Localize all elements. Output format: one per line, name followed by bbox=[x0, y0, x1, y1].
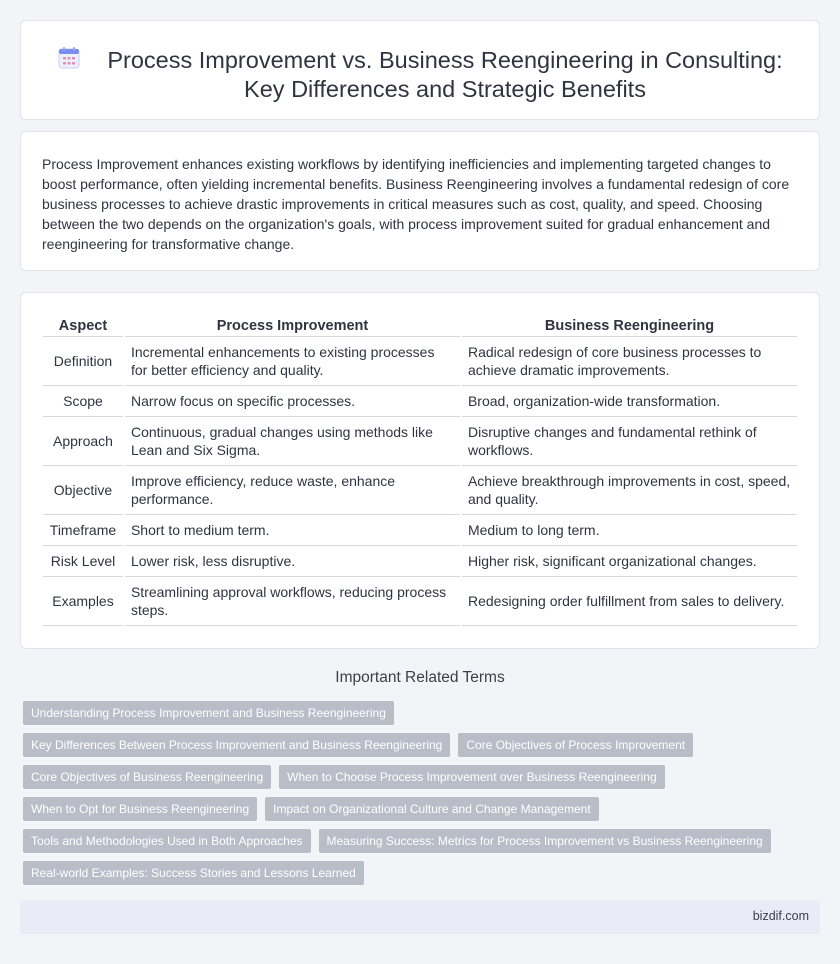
related-term-link[interactable]: When to Choose Process Improvement over Business Reengineering bbox=[279, 765, 665, 789]
table-row bbox=[43, 386, 797, 417]
related-term-link[interactable]: Key Differences Between Process Improvement and Business Reengineering bbox=[23, 733, 450, 757]
business-reengineering-cell: Radical redesign of core business processes to achieve dramatic improvements. bbox=[462, 337, 797, 386]
business-reengineering-cell: Higher risk, significant organizational changes. bbox=[462, 546, 797, 577]
table-row bbox=[43, 546, 797, 577]
process-improvement-cell: Improve efficiency, reduce waste, enhance performance. bbox=[125, 466, 460, 515]
related-term-link[interactable]: Core Objectives of Process Improvement bbox=[458, 733, 693, 757]
process-improvement-cell: Narrow focus on specific processes. bbox=[125, 386, 460, 417]
comparison-table bbox=[41, 315, 799, 626]
related-term-link[interactable]: Real-world Examples: Success Stories and Lessons Learned bbox=[23, 861, 364, 885]
aspect-cell: Scope bbox=[43, 386, 123, 417]
table-row bbox=[43, 337, 797, 386]
header-aspect: Aspect bbox=[43, 315, 123, 337]
related-term-link[interactable]: Impact on Organizational Culture and Change Management bbox=[265, 797, 599, 821]
calendar-icon bbox=[58, 47, 80, 69]
related-term-link[interactable]: Measuring Success: Metrics for Process Improvement vs Business Reengineering bbox=[319, 829, 771, 853]
header-business-reengineering: Business Reengineering bbox=[462, 315, 797, 337]
process-improvement-cell: Incremental enhancements to existing processes for better efficiency and quality. bbox=[125, 337, 460, 386]
intro-card bbox=[20, 131, 820, 271]
related-term-link[interactable]: Understanding Process Improvement and Business Reengineering bbox=[23, 701, 394, 725]
business-reengineering-cell: Broad, organization-wide transformation. bbox=[462, 386, 797, 417]
business-reengineering-cell: Redesigning order fulfillment from sales to delivery. bbox=[462, 577, 797, 626]
business-reengineering-cell: Medium to long term. bbox=[462, 515, 797, 546]
process-improvement-cell: Short to medium term. bbox=[125, 515, 460, 546]
related-term-link[interactable]: When to Opt for Business Reengineering bbox=[23, 797, 257, 821]
related-terms-title: Important Related Terms bbox=[335, 669, 505, 686]
aspect-cell: Definition bbox=[43, 337, 123, 386]
intro-text: Process Improvement enhances existing workflows by identifying inefficiencies and implementing targeted changes to boost performance, often yielding incremental benefits. Business Reengineering involves a fundamental redesign of core business processes to achieve drastic improvements in critical measures such as cost, quality, and speed. Choosing between the two depends on the organization's goals, with process improvement suited for gradual enhancement and reengineering for transformative change. bbox=[42, 156, 790, 252]
table-row bbox=[43, 577, 797, 626]
page-title: Process Improvement vs. Business Reengineering in Consulting: Key Differences and Strategic Benefits bbox=[107, 47, 783, 102]
footer bbox=[20, 900, 820, 934]
related-term-link[interactable]: Core Objectives of Business Reengineering bbox=[23, 765, 271, 789]
aspect-cell: Risk Level bbox=[43, 546, 123, 577]
table-row bbox=[43, 417, 797, 466]
header-card bbox=[20, 20, 820, 120]
process-improvement-cell: Lower risk, less disruptive. bbox=[125, 546, 460, 577]
process-improvement-cell: Continuous, gradual changes using methods like Lean and Six Sigma. bbox=[125, 417, 460, 466]
header-process-improvement: Process Improvement bbox=[125, 315, 460, 337]
business-reengineering-cell: Disruptive changes and fundamental rethink of workflows. bbox=[462, 417, 797, 466]
table-row bbox=[43, 515, 797, 546]
business-reengineering-cell: Achieve breakthrough improvements in cost, speed, and quality. bbox=[462, 466, 797, 515]
aspect-cell: Examples bbox=[43, 577, 123, 626]
table-row bbox=[43, 466, 797, 515]
aspect-cell: Timeframe bbox=[43, 515, 123, 546]
footer-site-link[interactable]: bizdif.com bbox=[752, 909, 809, 923]
aspect-cell: Objective bbox=[43, 466, 123, 515]
aspect-cell: Approach bbox=[43, 417, 123, 466]
related-terms-list bbox=[23, 701, 823, 893]
process-improvement-cell: Streamlining approval workflows, reducing process steps. bbox=[125, 577, 460, 626]
comparison-card bbox=[20, 292, 820, 649]
related-term-link[interactable]: Tools and Methodologies Used in Both Approaches bbox=[23, 829, 311, 853]
